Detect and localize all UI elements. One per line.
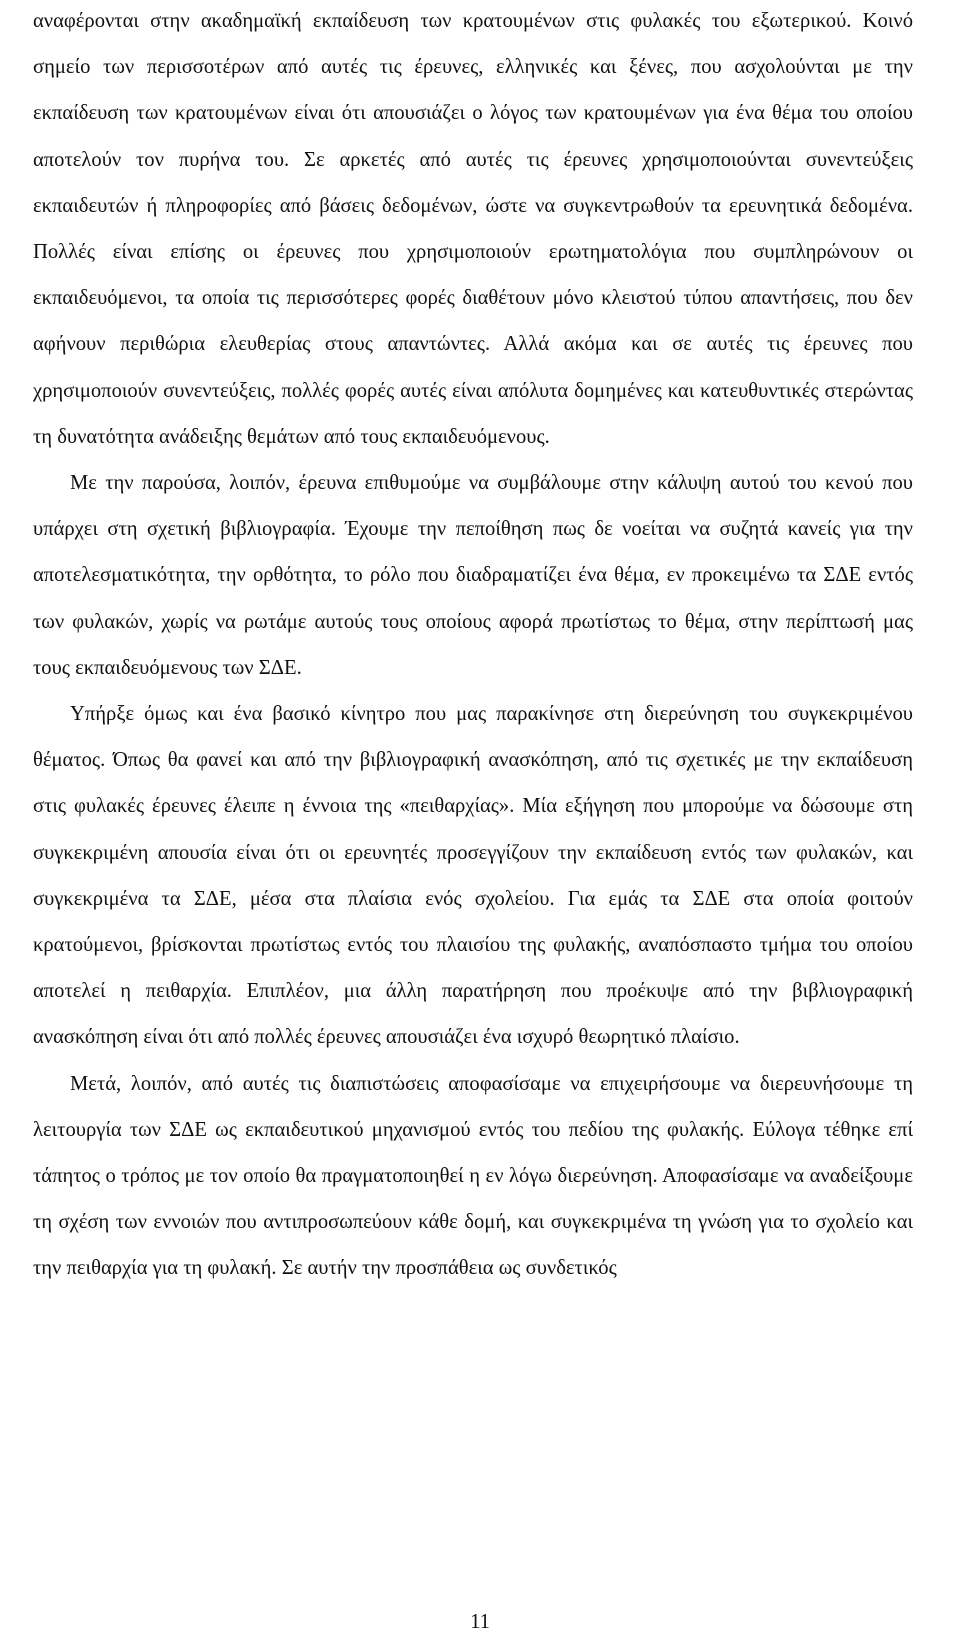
body-text	[33, 0, 913, 1292]
paragraph: Μετά, λοιπόν, από αυτές τις διαπιστώσεις αποφασίσαμε να επιχειρήσουμε να διερευνήσουμε τη λειτουργία των ΣΔΕ ως εκπαιδευτικού μηχανισμού εντός του πεδίου της φυλακής. Εύλογα τέθηκε επί τάπητος ο τρόπος με τον οποίο θα πραγματοποιηθεί η εν λόγω διερεύνηση. Αποφασίσαμε να αναδείξουμε τη σχέση των εννοιών που αντιπροσωπεύουν κάθε δομή, και συγκεκριμένα τη γνώση για το σχολείο και την πειθαρχία για τη φυλακή. Σε αυτήν την προσπάθεια ως συνδετικός	[33, 1072, 913, 1280]
paragraph: Υπήρξε όμως και ένα βασικό κίνητρο που μας παρακίνησε στη διερεύνηση του συγκεκριμένου θέματος. Όπως θα φανεί και από την βιβλιογραφική ανασκόπηση, από τις σχετικές με την εκπαίδευση στις φυλακές έρευνες έλειπε η έννοια της «πειθαρχίας». Μία εξήγηση που μπορούμε να δώσουμε στη συγκεκριμένη απουσία είναι ότι οι ερευνητές προσεγγίζουν την εκπαίδευση εντός των φυλακών, και συγκεκριμένα τα ΣΔΕ, μέσα στα πλαίσια ενός σχολείου. Για εμάς τα ΣΔΕ στα οποία φοιτούν κρατούμενοι, βρίσκονται πρωτίστως εντός του πλαισίου της φυλακής, αναπόσπαστο τμήμα του οποίου αποτελεί η πειθαρχία. Επιπλέον, μια άλλη παρατήρηση που προέκυψε από την βιβλιογραφική ανασκόπηση είναι ότι από πολλές έρευνες απουσιάζει ένα ισχυρό θεωρητικό πλαίσιο.	[33, 703, 913, 1049]
paragraph-continuation: αναφέρονται στην ακαδημαϊκή εκπαίδευση των κρατουμένων στις φυλακές του εξωτερικού. Κοινό σημείο των περισσοτέρων από αυτές τις έρευνες, ελληνικές και ξένες, που ασχολούνται με την εκπαίδευση των κρατουμένων είναι ότι απουσιάζει ο λόγος των κρατουμένων για ένα θέμα του οποίου αποτελούν τον πυρήνα του. Σε αρκετές από αυτές τις έρευνες χρησιμοποιούνται συνεντεύξεις εκπαιδευτών ή πληροφορίες από βάσεις δεδομένων, ώστε να συγκεντρωθούν τα ερευνητικά δεδομένα. Πολλές είναι επίσης οι έρευνες που χρησιμοποιούν ερωτηματολόγια που συμπληρώνουν οι εκπαιδευόμενοι, τα οποία τις περισσότερες φορές διαθέτουν μόνο κλειστού τύπου απαντήσεις, που δεν αφήνουν περιθώρια ελευθερίας στους απαντώντες. Αλλά ακόμα και σε αυτές τις έρευνες που χρησιμοποιούν συνεντεύξεις, πολλές φορές αυτές είναι απόλυτα δομημένες και κατευθυντικές στερώντας τη δυνατότητα ανάδειξης θεμάτων από τους εκπαιδευόμενους.	[33, 10, 913, 448]
paragraph: Με την παρούσα, λοιπόν, έρευνα επιθυμούμε να συμβάλουμε στην κάλυψη αυτού του κενού που υπάρχει στη σχετική βιβλιογραφία. Έχουμε την πεποίθηση πως δε νοείται να συζητά κανείς για την αποτελεσματικότητα, την ορθότητα, το ρόλο που διαδραματίζει ένα θέμα, εν προκειμένω τα ΣΔΕ εντός των φυλακών, χωρίς να ρωτάμε αυτούς τους οποίους αφορά πρωτίστως το θέμα, στην περίπτωσή μας τους εκπαιδευόμενους των ΣΔΕ.	[33, 472, 913, 679]
page-number: 11	[470, 1611, 490, 1633]
